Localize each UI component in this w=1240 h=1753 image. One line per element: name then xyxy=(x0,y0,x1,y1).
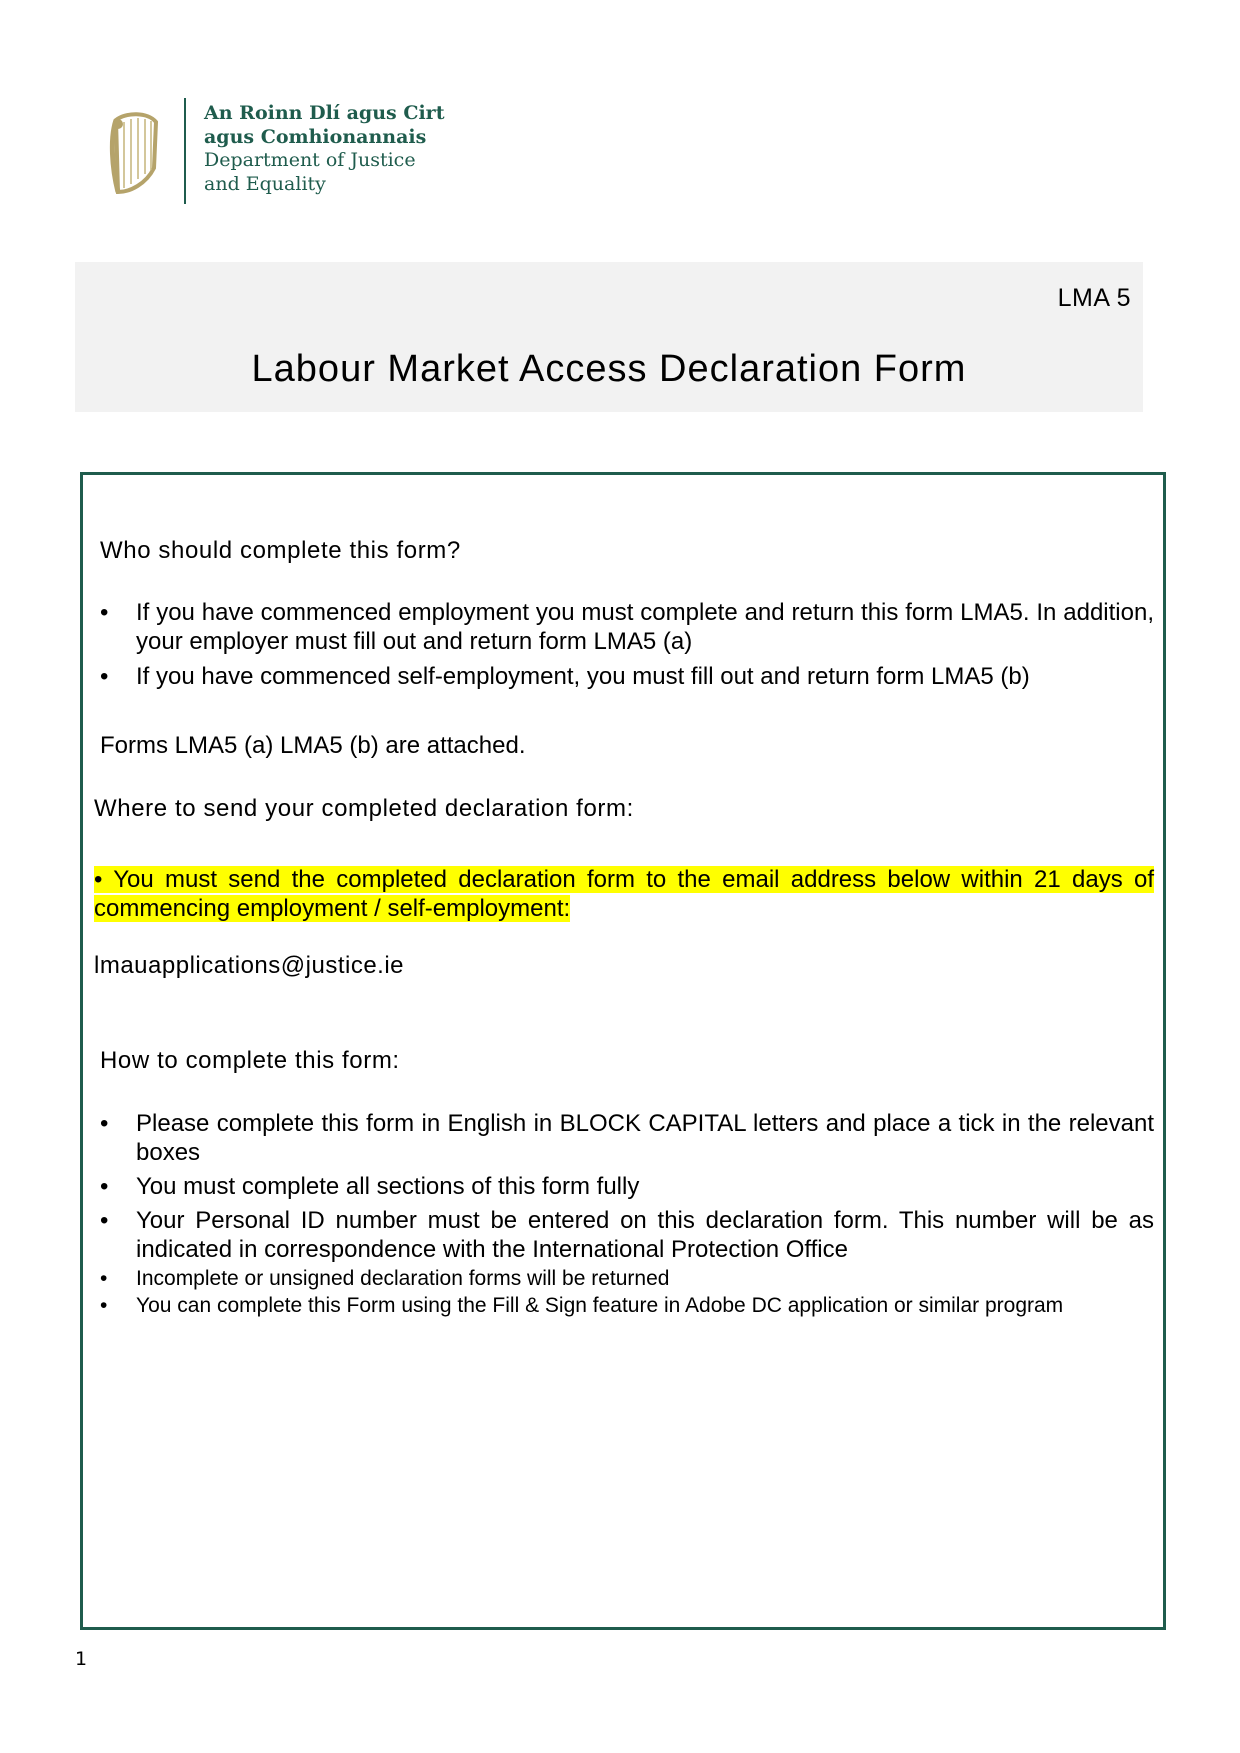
form-code: LMA 5 xyxy=(1057,284,1131,312)
title-band xyxy=(75,262,1143,412)
list-item: • You must complete all sections of this form fully xyxy=(100,1172,1154,1201)
how-heading: How to complete this form: xyxy=(100,1047,400,1074)
logo-divider xyxy=(184,98,186,204)
list-item: • Please complete this form in English in BLOCK CAPITAL letters and place a tick in the relevant boxes xyxy=(100,1109,1154,1167)
list-item: • Your Personal ID number must be entered on this declaration form. This number will be as indicated in correspondence with the International Protection Office xyxy=(100,1206,1154,1264)
where-heading: Where to send your completed declaration form: xyxy=(94,795,634,822)
email-address: lmauapplications@justice.ie xyxy=(94,952,405,979)
dept-name-irish-2: agus Comhionannais xyxy=(204,125,427,148)
who-bullet-list xyxy=(100,598,1154,691)
page-number: 1 xyxy=(75,1648,88,1670)
list-item: • If you have commenced employment you must complete and return this form LMA5. In addition, your employer must fill out and return form LMA5 (a) xyxy=(100,598,1154,656)
deadline-text: • You must send the completed declaration form to the email address below within 21 days of commencing employment / self-employment: xyxy=(94,866,1154,922)
list-item: • Incomplete or unsigned declaration forms will be returned xyxy=(100,1265,1154,1292)
attached-forms-note: Forms LMA5 (a) LMA5 (b) are attached. xyxy=(100,732,526,759)
who-heading: Who should complete this form? xyxy=(100,537,461,564)
dept-name-irish-1: An Roinn Dlí agus Cirt xyxy=(204,102,445,124)
dept-name-english-2: and Equality xyxy=(204,172,326,195)
department-logo xyxy=(106,98,446,208)
how-bullet-list xyxy=(100,1109,1154,1319)
instructions-box xyxy=(80,472,1166,1630)
form-title: Labour Market Access Declaration Form xyxy=(251,348,967,390)
harp-icon xyxy=(106,108,164,196)
dept-name-english-1: Department of Justice xyxy=(204,149,416,171)
department-name xyxy=(204,102,444,196)
deadline-highlight xyxy=(94,865,1154,923)
list-item: • You can complete this Form using the Fill & Sign feature in Adobe DC application or similar program xyxy=(100,1292,1154,1319)
list-item: • If you have commenced self-employment, you must fill out and return form LMA5 (b) xyxy=(100,662,1154,691)
